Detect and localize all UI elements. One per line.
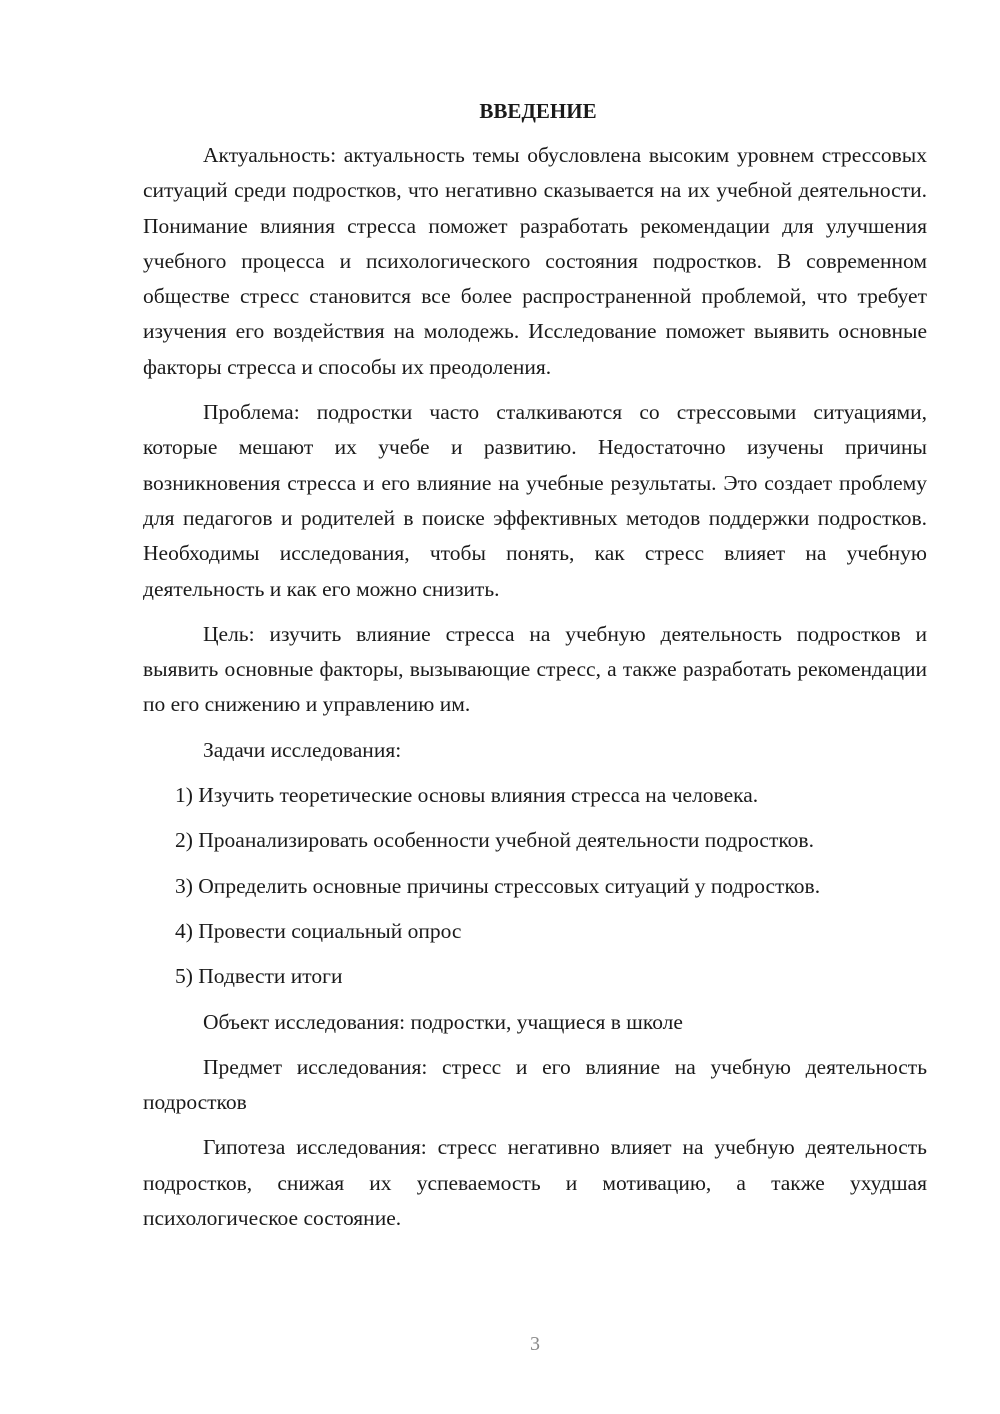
goal-paragraph: Цель: изучить влияние стресса на учебную деятельность подростков и выявить основные факторы, вызывающие стресс, а также разработать рекомендации по его снижению и управлению им. [143,621,927,717]
task-item: 5) Подвести итоги [175,964,343,989]
tasks-list [143,778,927,994]
tasks-title: Задачи исследования: [203,737,402,762]
hypothesis-paragraph: Гипотеза исследования: стресс негативно влияет на учебную деятельность подростков, снижая их успеваемость и мотивацию, а также ухудшая психологическое состояние. [143,1135,927,1231]
task-item: 4) Провести социальный опрос [175,918,462,943]
document-heading: ВВЕДЕНИЕ [479,99,597,123]
subject-paragraph: Предмет исследования: стресс и его влияние на учебную деятельность подростков [143,1054,927,1115]
page-number: 3 [530,1333,540,1355]
problem-paragraph: Проблема: подростки часто сталкиваются со стрессовыми ситуациями, которые мешают их учебе и развитию. Недостаточно изучены причины возникновения стресса и его влияние на учебные результаты. Это создает проблему для педагогов и родителей в поиске эффективных методов поддержки подростков. Необходимы исследования, чтобы понять, как стресс влияет на учебную деятельность и как его можно снизить. [143,400,927,601]
task-item: 2) Проанализировать особенности учебной деятельности подростков. [175,828,814,853]
task-item: 3) Определить основные причины стрессовых ситуаций у подростков. [175,873,821,898]
task-item: 1) Изучить теоретические основы влияния стресса на человека. [175,783,759,808]
object-paragraph: Объект исследования: подростки, учащиеся в школе [203,1009,683,1034]
relevance-paragraph: Актуальность: актуальность темы обусловлена высоким уровнем стрессовых ситуаций среди подростков, что негативно сказывается на их учебной деятельности. Понимание влияния стресса поможет разработать рекомендации для улучшения учебного процесса и психологического состояния подростков. В современном обществе стресс становится все более распространенной проблемой, что требует изучения его воздействия на молодежь. Исследование поможет выявить основные факторы стресса и способы их преодоления. [143,143,927,379]
document-page [143,96,927,1246]
